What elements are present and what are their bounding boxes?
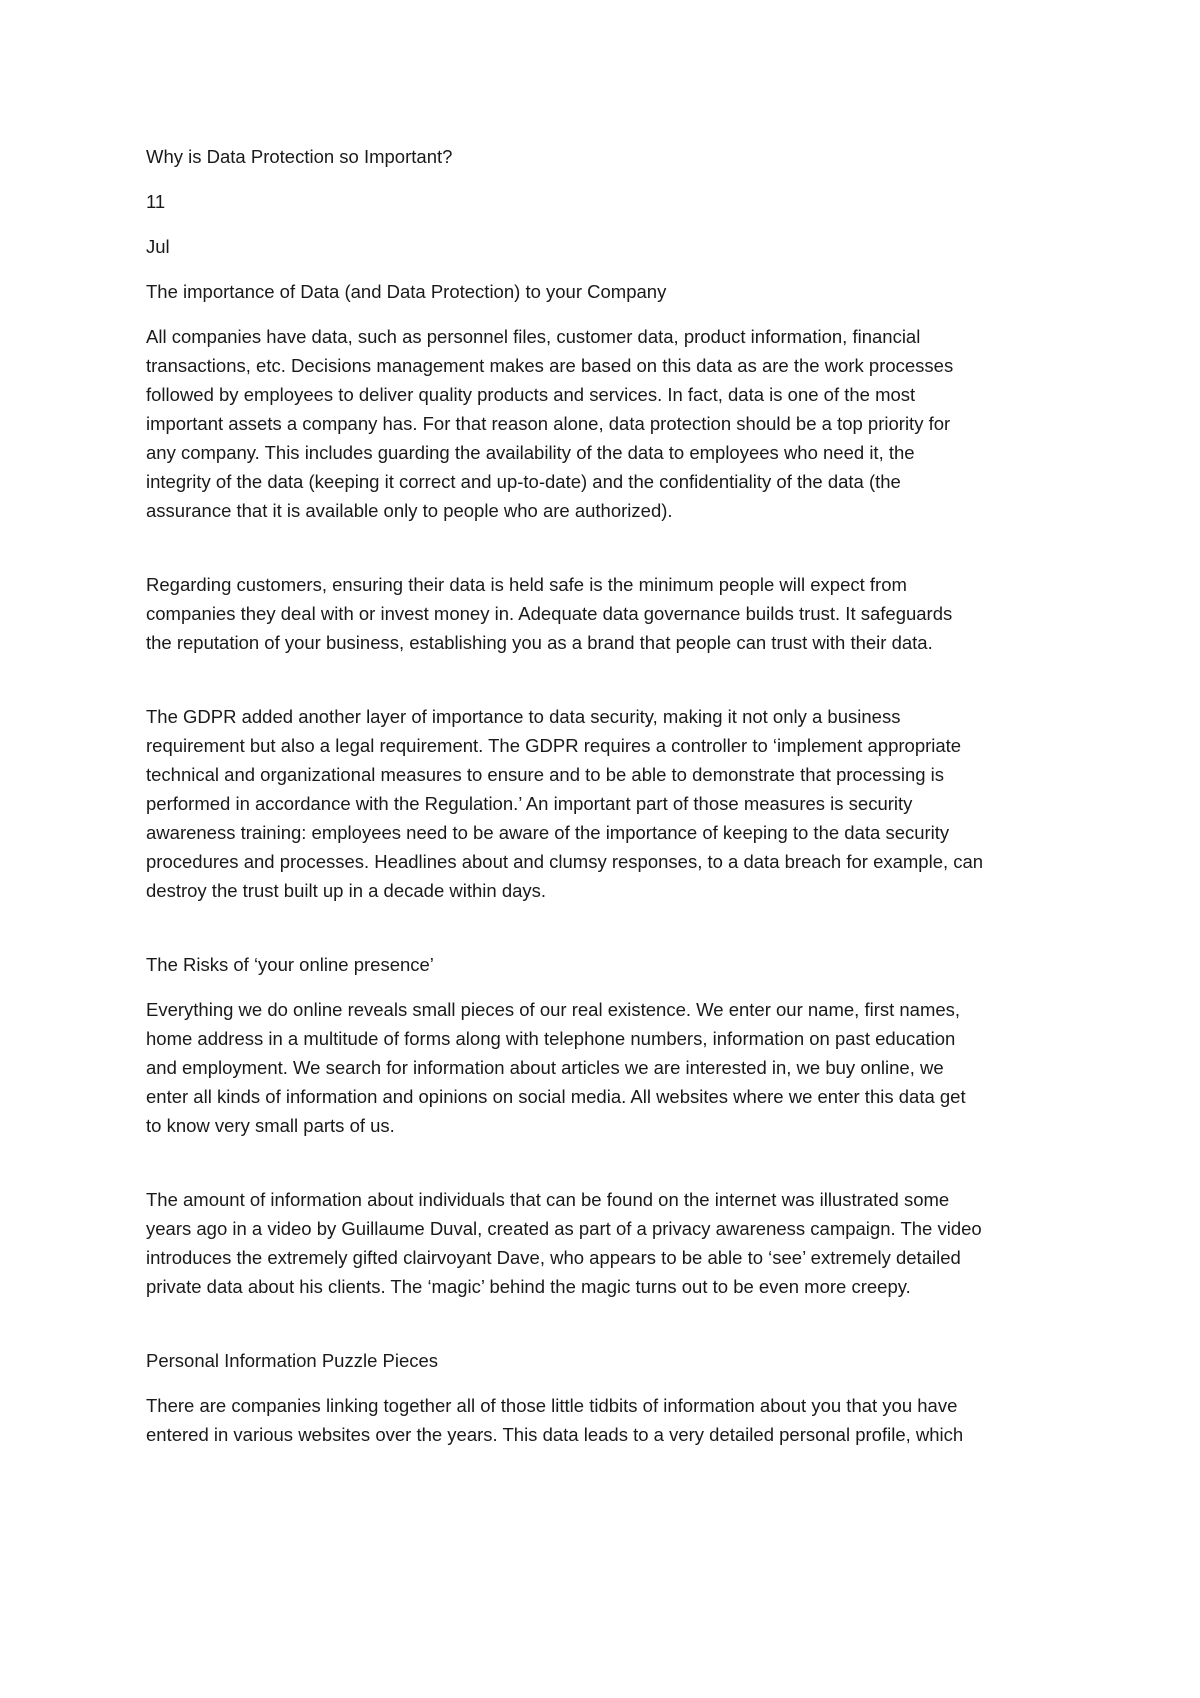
post-date-month: Jul: [146, 236, 170, 257]
document-body: [146, 142, 1086, 1465]
section-heading-importance: The importance of Data (and Data Protection) to your Company: [146, 281, 667, 302]
paragraph-linking-companies: There are companies linking together all of those little tidbits of information about you that you have entered in various websites over the years. This data leads to a very detailed personal profile, which: [146, 1395, 964, 1445]
section-heading-puzzle-pieces: Personal Information Puzzle Pieces: [146, 1350, 439, 1371]
paragraph-online-presence: Everything we do online reveals small pieces of our real existence. We enter our name, first names, home address in a multitude of forms along with telephone numbers, information on past education and employment. We search for information about articles we are interested in, we buy online, we enter all kinds of information and opinions on social media. All websites where we enter this data get to know very small parts of us.: [146, 999, 966, 1136]
post-date-day: 11: [146, 191, 166, 212]
section-heading-online-risks: The Risks of ‘your online presence’: [146, 954, 434, 975]
paragraph-customers-trust: Regarding customers, ensuring their data is held safe is the minimum people will expect from companies they deal with or invest money in. Adequate data governance builds trust. It safeguards the reputation of your business, establishing you as a brand that people can trust with their data.: [146, 574, 953, 653]
paragraph-clairvoyant-video: The amount of information about individuals that can be found on the internet was illustrated some years ago in a video by Guillaume Duval, created as part of a privacy awareness campaign. The video introduces the extremely gifted clairvoyant Dave, who appears to be able to ‘see’ extremely detailed private data about his clients. The ‘magic’ behind the magic turns out to be even more creepy.: [146, 1189, 982, 1297]
document-title: Why is Data Protection so Important?: [146, 146, 453, 167]
paragraph-company-data: All companies have data, such as personnel files, customer data, product information, financial transactions, etc. Decisions management makes are based on this data as are the work processes followed by employees to deliver quality products and services. In fact, data is one of the most important assets a company has. For that reason alone, data protection should be a top priority for any company. This includes guarding the availability of the data to employees who need it, the integrity of the data (keeping it correct and up-to-date) and the confidentiality of the data (the assurance that it is available only to people who are authorized).: [146, 326, 954, 521]
paragraph-gdpr: The GDPR added another layer of importance to data security, making it not only a business requirement but also a legal requirement. The GDPR requires a controller to ‘implement appropriate technical and organizational measures to ensure and to be able to demonstrate that processing is performed in accordance with the Regulation.’ An important part of those measures is security awareness training: employees need to be aware of the importance of keeping to the data security procedures and processes. Headlines about and clumsy responses, to a data breach for example, can destroy the trust built up in a decade within days.: [146, 706, 984, 901]
